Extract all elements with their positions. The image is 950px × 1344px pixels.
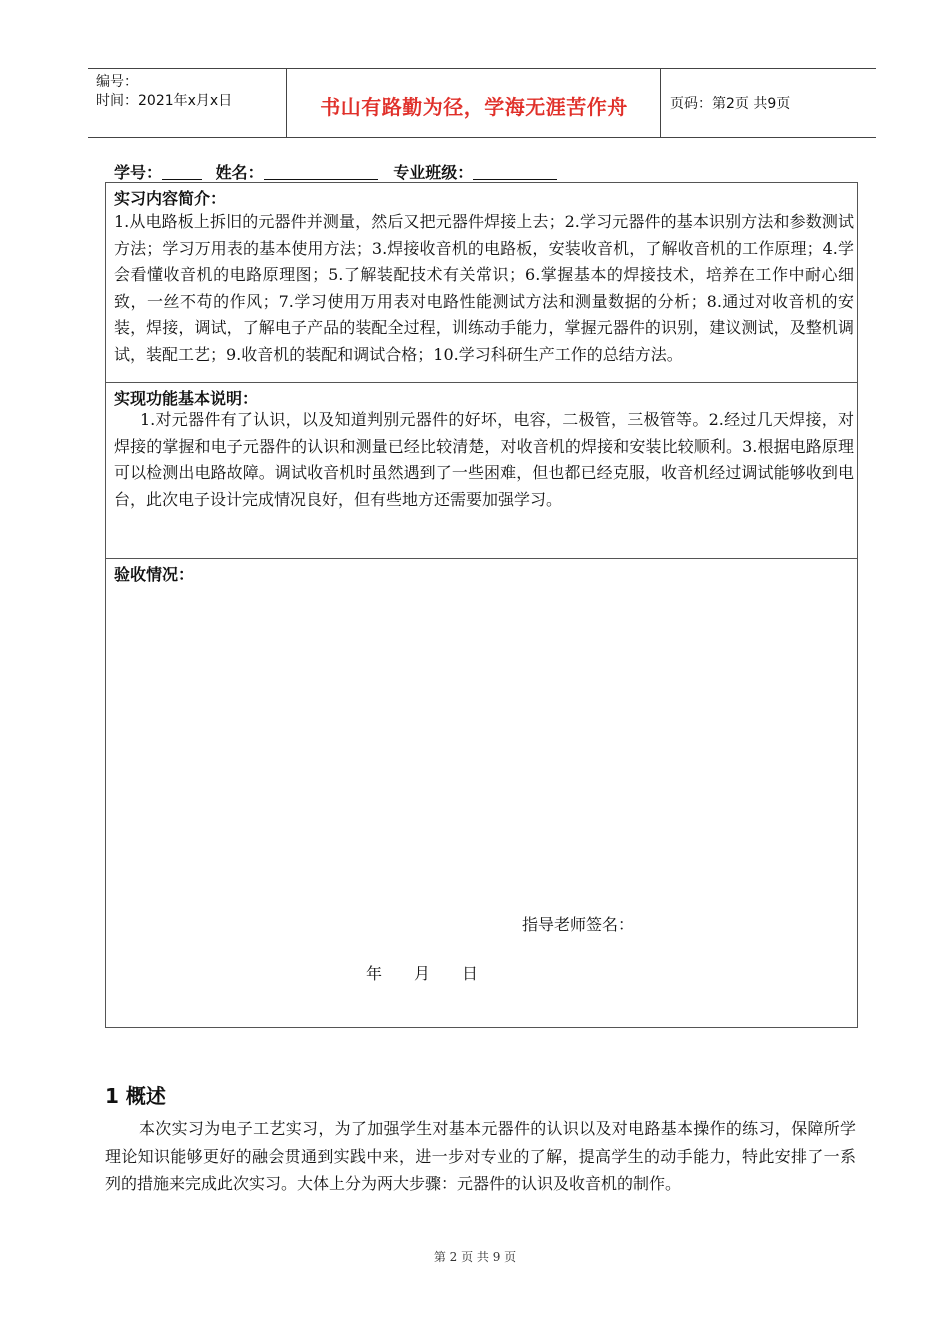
signature-date <box>366 961 510 984</box>
class-label: 专业班级： <box>393 163 474 182</box>
overview-heading: 1 概述 <box>105 1084 166 1108</box>
student-id-blank[interactable] <box>162 163 202 180</box>
intro-title: 实习内容简介： <box>114 189 227 208</box>
acceptance-section <box>106 559 857 1027</box>
date-year: 年 <box>366 964 383 983</box>
page-header <box>88 68 876 138</box>
page-label: 页码：第2页 共9页 <box>670 96 791 112</box>
intro-body: 1.从电路板上拆旧的元器件并测量，然后又把元器件焊接上去；2.学习元器件的基本识别方法和参数测试方法；学习万用表的基本使用方法；3.焊接收音机的电路板，安装收音机，了解收音机的工作原理；4.学会看懂收音机的电路原理图；5.了解装配技术有关常识；6.掌握基本的焊接技术，培养在工作中耐心细致，一丝不苟的作风；7.学习使用万用表对电路性能测试方法和测量数据的分析；8.通过对收音机的安装，焊接，调试，了解电子产品的装配全过程，训练动手能力，掌握元器件的识别，建议测试，及整机调试，装配工艺；9.收音机的装配和调试合格；10.学习科研生产工作的总结方法。 <box>114 212 854 364</box>
overview-paragraph: 本次实习为电子工艺实习，为了加强学生对基本元器件的认识以及对电路基本操作的练习，保障所学理论知识能够更好的融会贯通到实践中来，进一步对专业的了解，提高学生的动手能力，特此安排了一系列的措施来完成此次实习。大体上分为两大步骤：元器件的认识及收音机的制作。 <box>105 1119 856 1193</box>
acceptance-title: 验收情况： <box>114 565 195 584</box>
header-divider <box>660 69 661 137</box>
function-body: 1.对元器件有了认识，以及知道判别元器件的好坏，电容，二极管，三极管等。2.经过几天焊接，对焊接的掌握和电子元器件的认识和测量已经比较清楚，对收音机的焊接和安装比较顺利。3.根据电路原理可以检测出电路故障。调试收音机时虽然遇到了一些困难，但也都已经克服，收音机经过调试能够收到电台，此次电子设计完成情况良好，但有些地方还需要加强学习。 <box>114 410 854 509</box>
student-id-label: 学号： <box>114 163 163 182</box>
intro-section <box>106 183 857 383</box>
class-blank[interactable] <box>473 163 557 180</box>
function-section <box>106 383 857 559</box>
function-title: 实现功能基本说明： <box>114 389 259 408</box>
teacher-signature-label: 指导老师签名： <box>522 915 635 934</box>
student-info-line <box>114 160 557 183</box>
student-name-blank[interactable] <box>264 163 378 180</box>
date-month: 月 <box>414 964 431 983</box>
header-divider <box>286 69 287 137</box>
date-day: 日 <box>462 964 479 983</box>
header-left <box>96 73 232 111</box>
number-label: 编号： <box>96 74 138 90</box>
page-footer: 第 2 页 共 9 页 <box>433 1250 517 1264</box>
report-table <box>105 182 858 1028</box>
header-motto: 书山有路勤为径，学海无涯苦作舟 <box>320 95 628 119</box>
student-name-label: 姓名： <box>215 163 264 182</box>
time-label: 时间：2021年x月x日 <box>96 93 233 109</box>
